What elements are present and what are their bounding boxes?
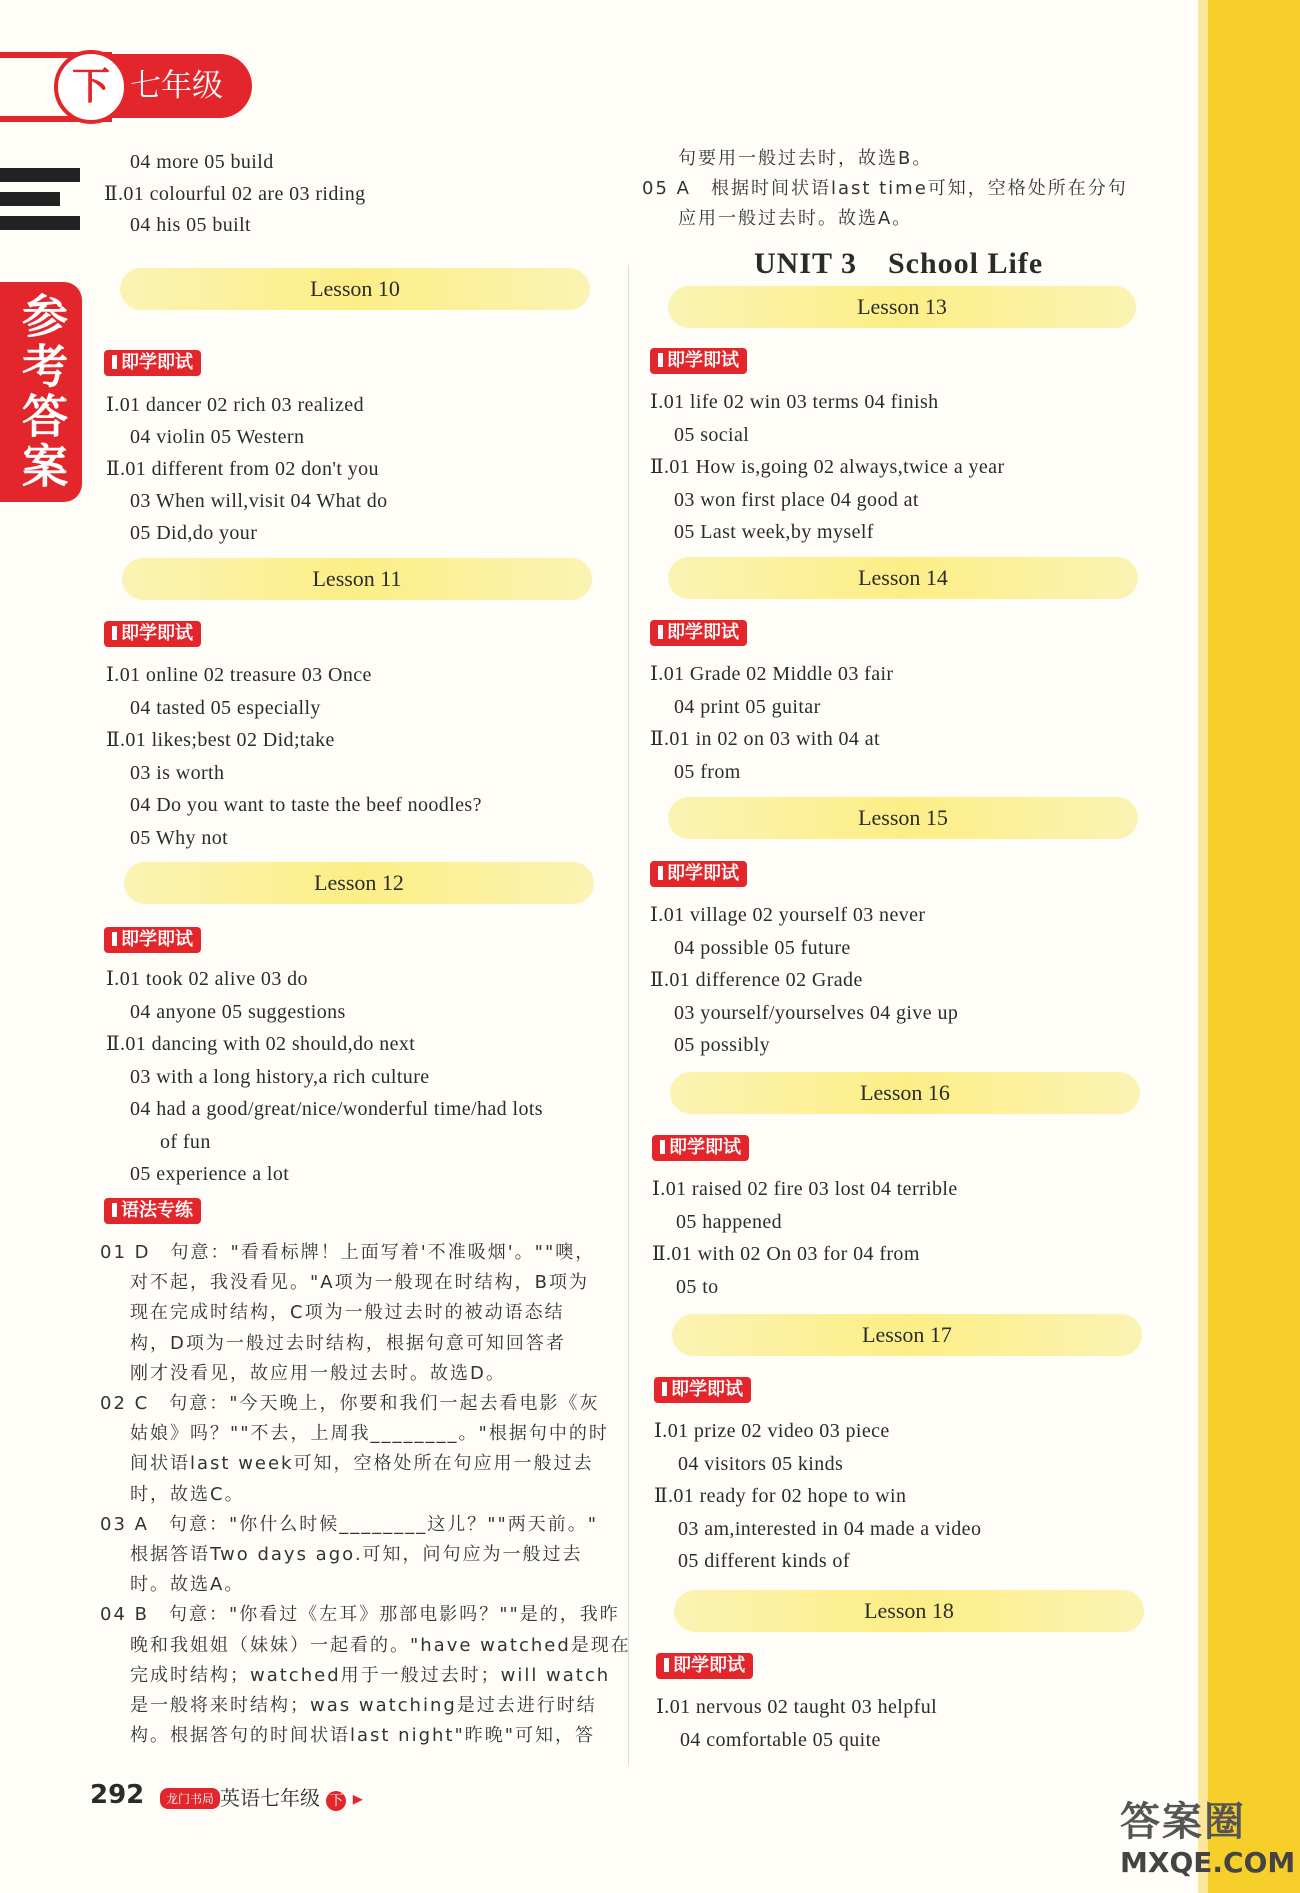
l13-line: Ⅰ.01 life 02 win 03 terms 04 finish: [650, 391, 939, 413]
page-number: 292: [90, 1780, 145, 1810]
l13-line: 03 won first place 04 good at: [674, 488, 919, 511]
grade-mark: 下: [326, 1791, 346, 1811]
lesson-title-16: Lesson 16: [670, 1072, 1140, 1114]
practice-tag: 即学即试: [650, 620, 747, 646]
l14-line: Ⅱ.01 in 02 on 03 with 04 at: [650, 728, 880, 750]
answer-line: 04 his 05 built: [130, 214, 252, 236]
l13-line: 05 Last week,by myself: [674, 521, 874, 543]
grammar-line: 时。故选A。: [130, 1574, 245, 1596]
l10-line: 05 Did,do your: [130, 522, 258, 544]
margin-line: [1198, 0, 1208, 1893]
l15-line: Ⅱ.01 difference 02 Grade: [650, 969, 863, 991]
l12-line: of fun: [160, 1130, 211, 1153]
grammar-line: 刚才没看见，故应用一般过去时。故选D。: [130, 1362, 506, 1384]
l18-line: Ⅰ.01 nervous 02 taught 03 helpful: [656, 1696, 938, 1718]
l17-line: 05 different kinds of: [678, 1550, 850, 1572]
lesson-title-18: Lesson 18: [674, 1590, 1144, 1632]
l16-line: Ⅱ.01 with 02 On 03 for 04 from: [652, 1243, 920, 1265]
lesson-title-13: Lesson 13: [668, 286, 1136, 328]
l15-line: 03 yourself/yourselves 04 give up: [674, 1001, 959, 1024]
side-decoration: [0, 160, 82, 240]
l11-line: 04 Do you want to taste the beef noodles?: [130, 794, 482, 816]
l14-line: Ⅰ.01 Grade 02 Middle 03 fair: [650, 663, 894, 685]
yellow-margin-strip: [1208, 0, 1300, 1893]
l13-line: Ⅱ.01 How is,going 02 always,twice a year: [650, 456, 1005, 478]
l11-line: 04 tasted 05 especially: [130, 696, 321, 719]
lesson-title-10: Lesson 10: [120, 268, 590, 310]
practice-tag: 即学即试: [104, 927, 201, 953]
l18-line: 04 comfortable 05 quite: [680, 1728, 881, 1751]
l16-line: 05 to: [676, 1275, 719, 1298]
l12-line: Ⅰ.01 took 02 alive 03 do: [106, 968, 308, 990]
l17-line: Ⅰ.01 prize 02 video 03 piece: [654, 1420, 890, 1442]
answer-line: 04 more 05 build: [130, 151, 274, 173]
grammar-line: 现在完成时结构，C项为一般过去时的被动语态结: [130, 1302, 565, 1324]
lesson-title-17: Lesson 17: [672, 1314, 1142, 1356]
grammar-line: 构，D项为一般过去时结构，根据句意可知回答者: [130, 1332, 566, 1354]
grammar-tag: 语法专练: [104, 1198, 201, 1224]
practice-tag: 即学即试: [656, 1653, 753, 1679]
grammar-line: 对不起，我没看见。"A项为一般现在时结构，B项为: [130, 1272, 589, 1294]
grammar-line: 间状语last week可知，空格处所在句应用一般过去: [130, 1453, 594, 1475]
grammar-line: 完成时结构；watched用于一般过去时；will watch: [130, 1664, 611, 1686]
answer-line: Ⅱ.01 colourful 02 are 03 riding: [104, 183, 366, 205]
grammar-line: 02 C 句意："今天晚上，你要和我们一起去看电影《灰: [100, 1393, 600, 1414]
publisher-badge: 龙门书局: [160, 1788, 220, 1809]
grammar-line: 01 D 句意："看看标牌！上面写着'不准吸烟'。""噢，: [100, 1242, 596, 1263]
l16-line: Ⅰ.01 raised 02 fire 03 lost 04 terrible: [652, 1178, 958, 1200]
column-divider: [628, 265, 629, 1765]
l11-line: 05 Why not: [130, 826, 229, 849]
grade-label: 七年级: [56, 54, 252, 118]
lesson-title-15: Lesson 15: [668, 797, 1138, 839]
l16-line: 05 happened: [676, 1210, 783, 1233]
right-top-line: 应用一般过去时。故选A。: [678, 208, 913, 229]
practice-tag: 即学即试: [650, 861, 747, 887]
l10-line: Ⅱ.01 different from 02 don't you: [106, 458, 379, 480]
l13-line: 05 social: [674, 423, 750, 446]
grammar-line: 构。根据答句的时间状语last night"昨晚"可知，答: [130, 1725, 596, 1747]
practice-tag: 即学即试: [652, 1135, 749, 1161]
l15-line: 04 possible 05 future: [674, 936, 851, 959]
practice-tag: 即学即试: [104, 350, 201, 376]
l11-line: Ⅱ.01 likes;best 02 Did;take: [106, 729, 335, 751]
watermark-logo: 答案圈: [1120, 1799, 1246, 1845]
grammar-line: 根据答语Two days ago.可知，问句应为一般过去: [130, 1544, 583, 1565]
l10-line: Ⅰ.01 dancer 02 rich 03 realized: [106, 394, 364, 416]
l11-line: Ⅰ.01 online 02 treasure 03 Once: [106, 664, 372, 686]
l17-line: 03 am,interested in 04 made a video: [678, 1517, 982, 1540]
right-top-line: 05 A 根据时间状语last time可知，空格处所在分句: [642, 178, 1128, 199]
grammar-line: 04 B 句意："你看过《左耳》那部电影吗？""是的，我昨: [100, 1604, 620, 1626]
l11-line: 03 is worth: [130, 761, 225, 784]
practice-tag: 即学即试: [654, 1377, 751, 1403]
l12-line: 04 anyone 05 suggestions: [130, 1000, 346, 1023]
l12-line: Ⅱ.01 dancing with 02 should,do next: [106, 1033, 416, 1055]
grade-circle: 下: [54, 50, 128, 124]
practice-tag: 即学即试: [104, 621, 201, 647]
book-title: 英语七年级 下 ▸: [220, 1786, 363, 1810]
l12-line: 04 had a good/great/nice/wonderful time/had lots: [130, 1098, 543, 1120]
l14-line: 04 print 05 guitar: [674, 695, 821, 718]
l17-line: Ⅱ.01 ready for 02 hope to win: [654, 1485, 907, 1507]
l12-line: 03 with a long history,a rich culture: [130, 1065, 430, 1088]
side-label: 参考答案: [0, 282, 82, 502]
grammar-line: 是一般将来时结构；was watching是过去进行时结: [130, 1695, 597, 1716]
practice-tag: 即学即试: [650, 348, 747, 374]
grammar-line: 时，故选C。: [130, 1483, 245, 1505]
l14-line: 05 from: [674, 760, 741, 783]
l10-line: 03 When will,visit 04 What do: [130, 490, 388, 512]
right-top-line: 句要用一般过去时，故选B。: [678, 148, 933, 169]
grammar-line: 晚和我姐姐（妹妹）一起看的。"have watched是现在: [130, 1634, 631, 1656]
l17-line: 04 visitors 05 kinds: [678, 1452, 844, 1475]
lesson-title-14: Lesson 14: [668, 557, 1138, 599]
l15-line: 05 possibly: [674, 1034, 771, 1056]
grammar-line: 03 A 句意："你什么时候________这儿？""两天前。": [100, 1513, 599, 1535]
unit-title: UNIT 3 School Life: [754, 247, 1044, 280]
grammar-line: 姑娘》吗？""不去，上周我________。"根据句中的时: [130, 1423, 609, 1445]
l12-line: 05 experience a lot: [130, 1163, 290, 1185]
l10-line: 04 violin 05 Western: [130, 426, 305, 448]
l15-line: Ⅰ.01 village 02 yourself 03 never: [650, 904, 926, 926]
lesson-title-12: Lesson 12: [124, 862, 594, 904]
watermark-url: MXQE.COM: [1120, 1846, 1296, 1879]
lesson-title-11: Lesson 11: [122, 558, 592, 600]
